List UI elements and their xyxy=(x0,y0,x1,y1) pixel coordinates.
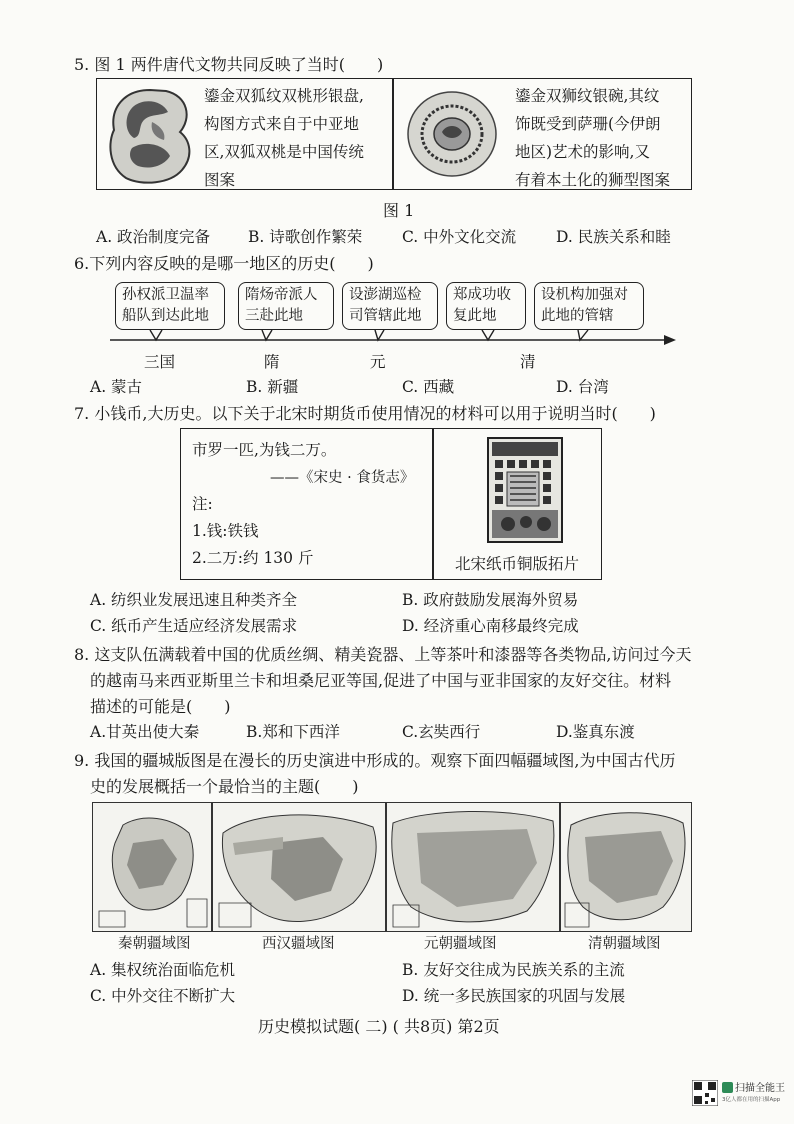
timeline-bubble-ming: 郑成功收 复此地 xyxy=(446,282,526,330)
western-han-dynasty-map xyxy=(212,802,386,932)
q7-quote: 市罗一匹,为钱二万。 xyxy=(192,441,337,459)
q9-stem-line-1: 9. 我国的疆城版图是在漫长的历史演进中形成的。观察下面四幅疆域图,为中国古代历 xyxy=(74,751,676,770)
timeline-label-sui: 隋 xyxy=(264,353,280,371)
q7-option-d[interactable]: D. 经济重心南移最终完成 xyxy=(402,617,579,635)
q5-option-d[interactable]: D. 民族关系和睦 xyxy=(556,228,671,246)
q7-option-b[interactable]: B. 政府鼓励发展海外贸易 xyxy=(402,591,579,609)
q7-note-title: 注: xyxy=(192,495,213,513)
timeline-label-sanguo: 三国 xyxy=(144,353,176,371)
scanner-watermark xyxy=(692,1078,788,1112)
q8-stem-line-3: 描述的可能是( ) xyxy=(90,697,231,716)
q6-option-a[interactable]: A. 蒙古 xyxy=(90,378,143,396)
western-han-map-caption: 西汉疆域图 xyxy=(262,936,335,952)
q5-option-c[interactable]: C. 中外文化交流 xyxy=(402,228,517,246)
q8-stem-line-2: 的越南马来西亚斯里兰卡和坦桑尼亚等国,促进了中国与亚非国家的友好交往。材料 xyxy=(90,671,672,690)
timeline-bubble-qing: 设机构加强对 此地的管辖 xyxy=(534,282,644,330)
qing-map-caption: 清朝疆域图 xyxy=(588,936,661,952)
q8-option-a[interactable]: A.甘英出使大秦 xyxy=(90,723,200,741)
q9-option-b[interactable]: B. 友好交往成为民族关系的主流 xyxy=(402,961,625,979)
timeline-label-yuan: 元 xyxy=(370,353,386,371)
timeline-bubble-sanguo: 孙权派卫温率 船队到达此地 xyxy=(115,282,225,330)
q6-option-c[interactable]: C. 西藏 xyxy=(402,378,455,396)
q7-stem: 7. 小钱币,大历史。以下关于北宋时期货币使用情况的材料可以用于说明当时( ) xyxy=(74,404,656,423)
q8-stem-line-1: 8. 这支队伍满载着中国的优质丝绸、精美瓷器、上等茶叶和漆器等各类物品,访问过今天 xyxy=(74,645,692,664)
paper-money-rubbing-image xyxy=(486,436,564,544)
q7-material-divider xyxy=(432,428,434,580)
timeline-bubble-sui: 隋炀帝派人 三赴此地 xyxy=(238,282,334,330)
qr-code-icon xyxy=(692,1080,718,1106)
q9-option-a[interactable]: A. 集权统治面临危机 xyxy=(90,961,236,979)
timeline-bubble-yuan: 设澎湖巡检 司管辖此地 xyxy=(342,282,438,330)
qin-map-caption: 秦朝疆域图 xyxy=(118,936,191,952)
q5-option-a[interactable]: A. 政治制度完备 xyxy=(96,228,211,246)
q7-option-c[interactable]: C. 纸币产生适应经济发展需求 xyxy=(90,617,298,635)
silver-plate-image xyxy=(104,86,196,184)
q6-stem: 6.下列内容反映的是哪一地区的历史( ) xyxy=(74,254,374,273)
timeline-label-qing: 清 xyxy=(520,353,536,371)
q7-note-1: 1.钱:铁钱 xyxy=(192,522,259,540)
q6-option-d[interactable]: D. 台湾 xyxy=(556,378,609,396)
q7-option-a[interactable]: A. 纺织业发展迅速且种类齐全 xyxy=(90,591,298,609)
q5-left-description: 鎏金双狐纹双桃形银盘, 构图方式来自于中亚地 区,双狐双桃是中国传统 图案 xyxy=(204,87,364,189)
timeline-axis xyxy=(110,326,680,346)
figure-1-caption: 图 1 xyxy=(383,201,415,220)
yuan-dynasty-map xyxy=(386,802,560,932)
q9-stem-line-2: 史的发展概括一个最恰当的主题( ) xyxy=(90,777,359,796)
q8-option-d[interactable]: D.鉴真东渡 xyxy=(556,723,635,741)
qin-dynasty-map xyxy=(92,802,212,932)
q7-source: ——《宋史 · 食货志》 xyxy=(270,470,415,486)
q5-figure-divider xyxy=(392,78,394,190)
q7-note-2: 2.二万:约 130 斤 xyxy=(192,549,314,567)
q5-right-description: 鎏金双狮纹银碗,其纹 饰既受到萨珊(今伊朗 地区)艺术的影响,又 有着本土化的狮型图案 xyxy=(515,87,671,189)
qing-dynasty-map xyxy=(560,802,692,932)
q8-option-c[interactable]: C.玄奘西行 xyxy=(402,723,481,741)
q9-option-d[interactable]: D. 统一多民族国家的巩固与发展 xyxy=(402,987,626,1005)
q6-option-b[interactable]: B. 新疆 xyxy=(246,378,299,396)
q9-option-c[interactable]: C. 中外交往不断扩大 xyxy=(90,987,236,1005)
q5-stem: 5. 图 1 两件唐代文物共同反映了当时( ) xyxy=(74,55,384,74)
page-footer: 历史模拟试题( 二) ( 共8页) 第2页 xyxy=(258,1017,500,1036)
q8-option-b[interactable]: B.郑和下西洋 xyxy=(246,723,340,741)
q5-option-b[interactable]: B. 诗歌创作繁荣 xyxy=(248,228,363,246)
cs-logo-icon xyxy=(722,1082,733,1093)
watermark-tagline: 3亿人都在用的扫描App xyxy=(722,1097,781,1103)
q7-image-caption: 北宋纸币铜版拓片 xyxy=(455,555,580,573)
silver-bowl-image xyxy=(404,88,500,180)
watermark-brand: 扫描全能王 xyxy=(735,1083,785,1094)
yuan-map-caption: 元朝疆域图 xyxy=(424,936,497,952)
